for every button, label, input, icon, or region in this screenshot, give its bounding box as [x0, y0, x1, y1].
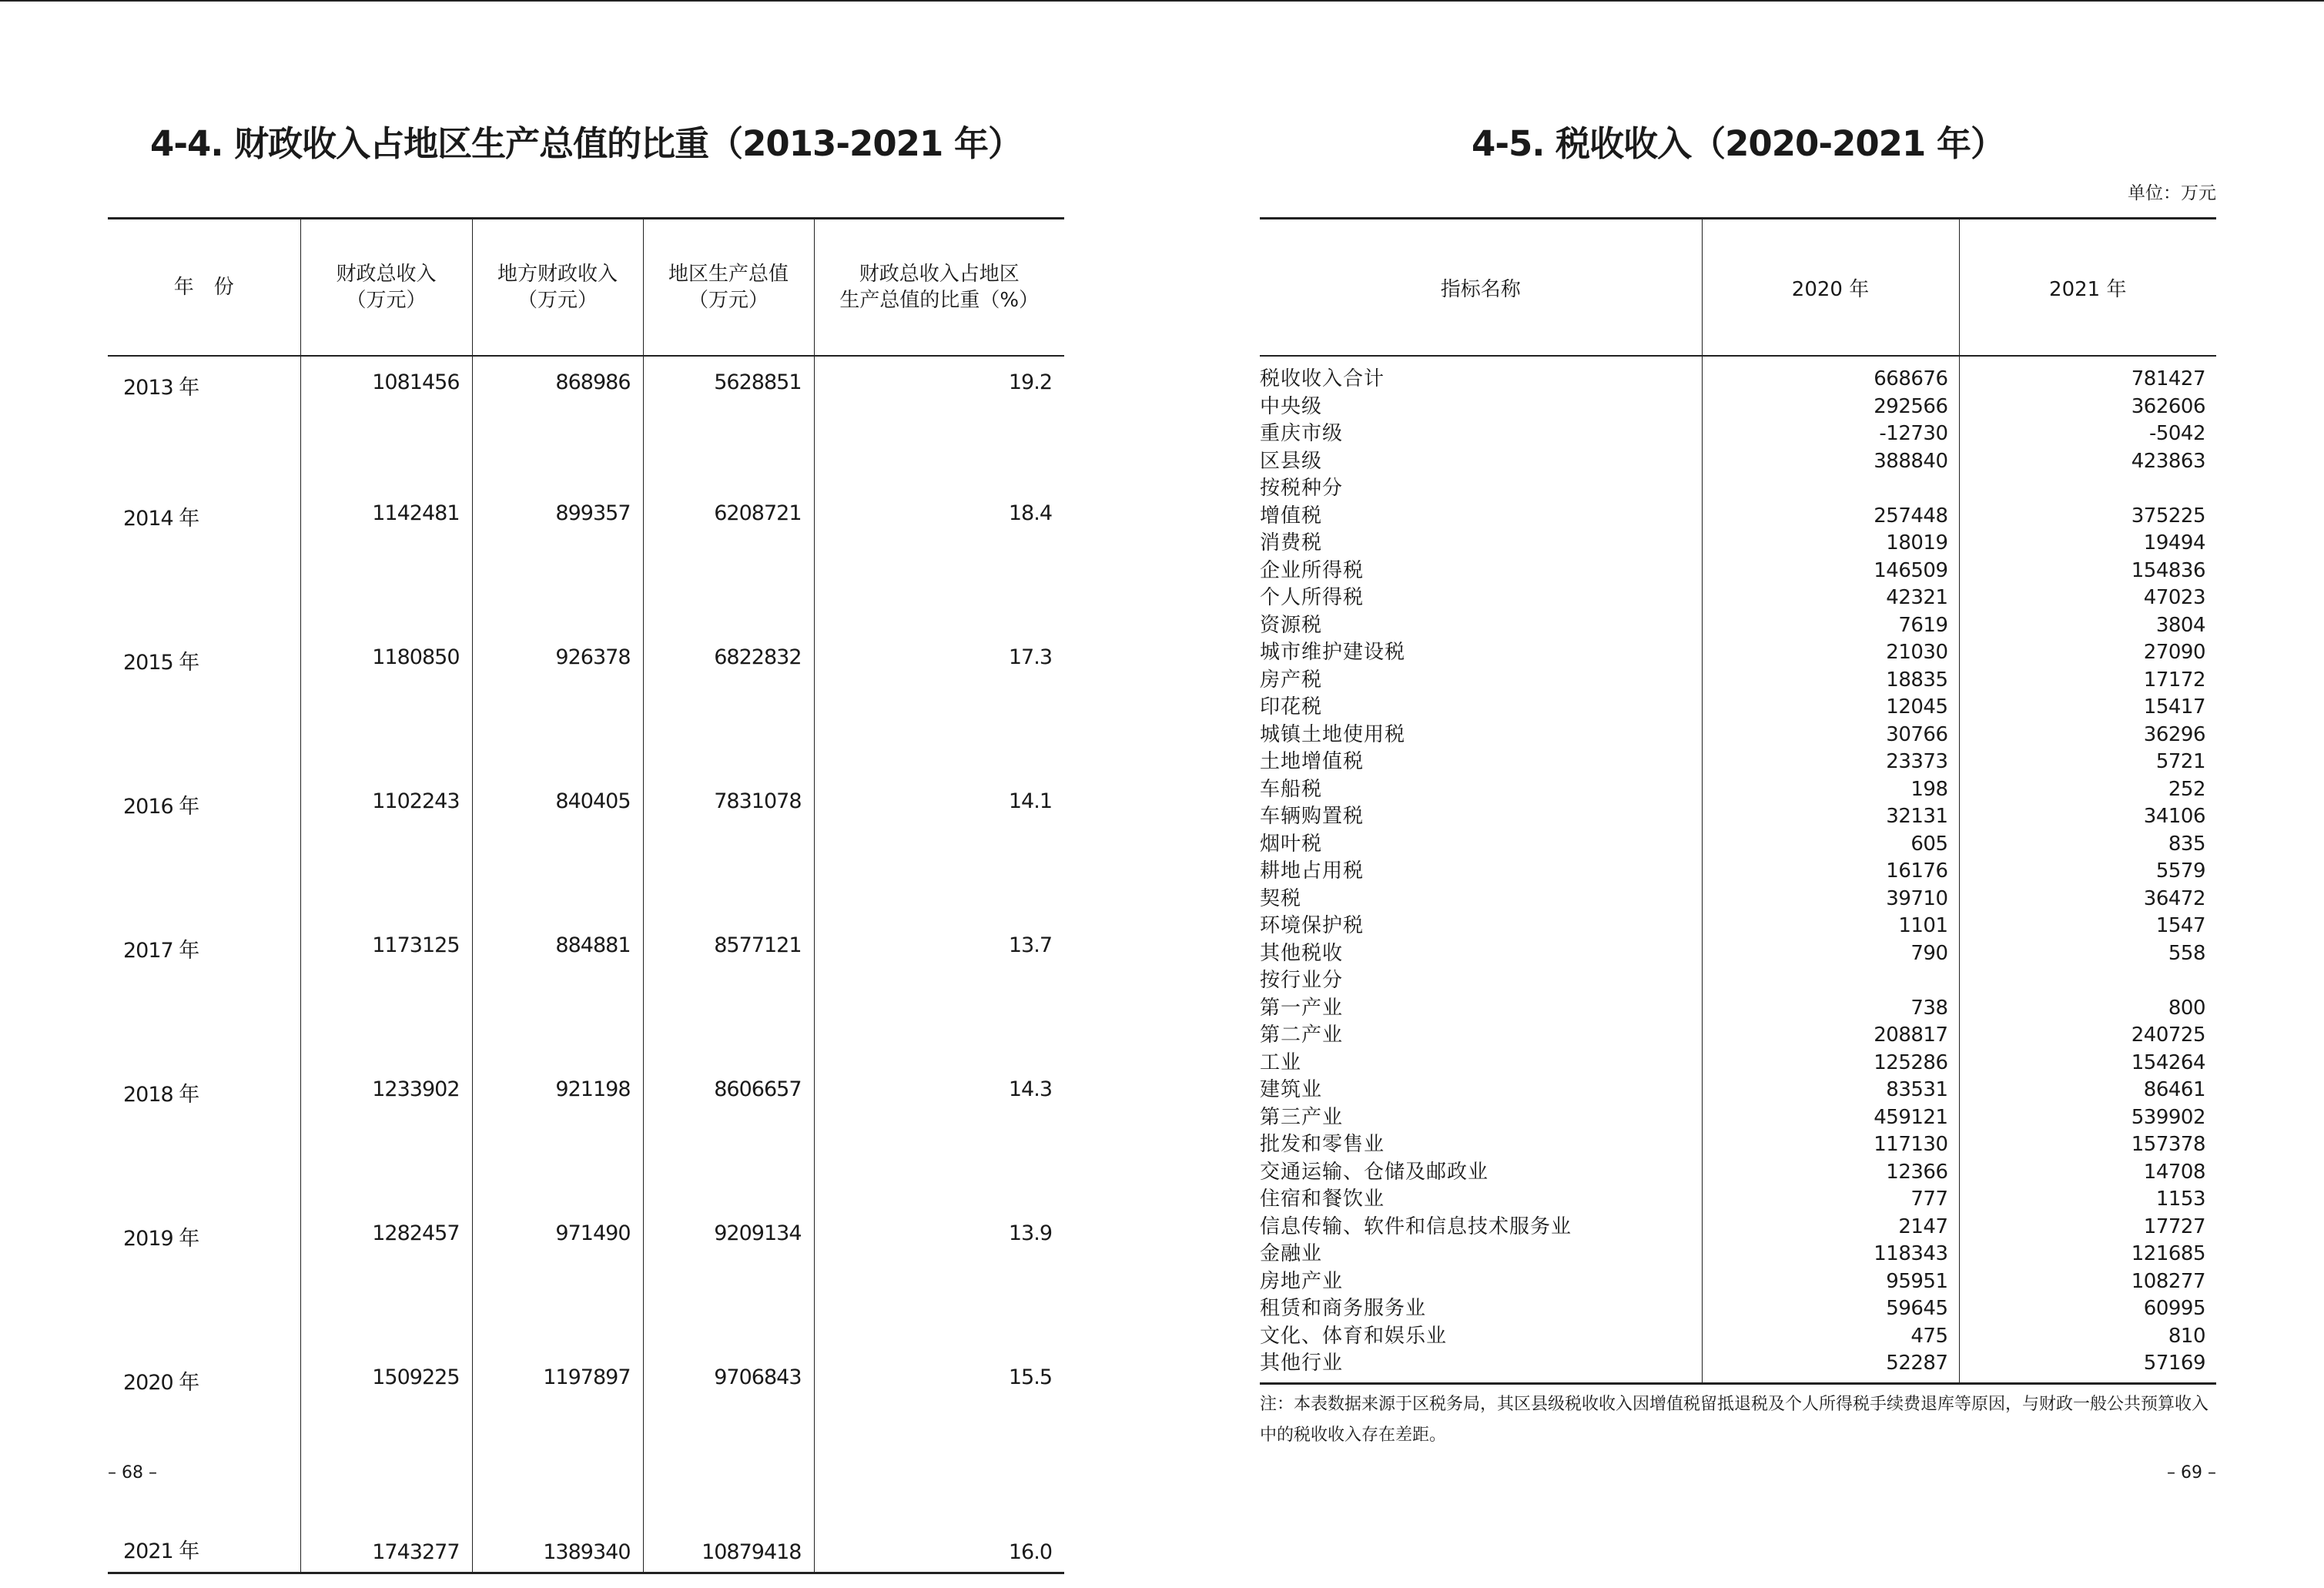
table-row — [1260, 1295, 2216, 1323]
value-cell-v2020: 12366 — [1702, 1159, 1959, 1187]
indicator-name-cell: 第二产业 — [1260, 1023, 1344, 1047]
indicator-name-cell: 消费税 — [1260, 531, 1323, 554]
indicator-name-cell: 车辆购置税 — [1260, 805, 1365, 828]
table-row — [108, 1208, 1064, 1352]
left-page — [108, 0, 1064, 1588]
value-cell-v2020: 16176 — [1702, 858, 1959, 886]
table-row — [1260, 667, 2216, 695]
value-cell: 884881 — [472, 920, 643, 1064]
value-cell-v2021: 539902 — [1959, 1104, 2216, 1132]
table-row — [1260, 749, 2216, 776]
value-cell: 1233902 — [300, 1064, 472, 1208]
table-row — [1260, 503, 2216, 531]
table-row — [1260, 995, 2216, 1023]
value-cell-v2021: 47023 — [1959, 585, 2216, 612]
value-cell-v2020: 42321 — [1702, 585, 1959, 612]
table-row — [1260, 1268, 2216, 1296]
value-cell: 13.7 — [814, 920, 1064, 1064]
value-cell-v2020: 30766 — [1702, 722, 1959, 749]
indicator-name-cell: 工业 — [1260, 1050, 1302, 1074]
value-cell-v2020: 208817 — [1702, 1022, 1959, 1050]
value-cell-v2021: 86461 — [1959, 1077, 2216, 1104]
year-cell: 2020 年 — [123, 1371, 199, 1395]
value-cell-v2021: 1153 — [1959, 1186, 2216, 1214]
indicator-name-cell: 土地增值税 — [1260, 750, 1365, 773]
value-cell: 17.3 — [814, 632, 1064, 776]
value-cell-v2021: 121685 — [1959, 1241, 2216, 1268]
table-row — [1260, 831, 2216, 859]
indicator-name-cell: 烟叶税 — [1260, 832, 1323, 856]
value-cell-v2021: 252 — [1959, 776, 2216, 804]
table-footnote: 注：本表数据来源于区税务局，其区县级税收收入因增值税留抵退税及个人所得税手续费退库等原因，与财政一般公共预算收入中的税收收入存在差距。 — [1260, 1395, 2209, 1445]
column-header: 年 份 — [108, 219, 300, 357]
value-cell-v2020: 95951 — [1702, 1268, 1959, 1296]
table-row — [1260, 886, 2216, 913]
value-cell-v2021: 154836 — [1959, 558, 2216, 585]
table-row — [1260, 1104, 2216, 1132]
value-cell-v2021: 240725 — [1959, 1022, 2216, 1050]
value-cell: 1743277 — [300, 1496, 472, 1573]
value-cell-v2020: 388840 — [1702, 448, 1959, 476]
value-cell-v2020: 257448 — [1702, 503, 1959, 531]
column-header: 地方财政收入 （万元） — [472, 219, 643, 357]
column-header: 2021 年 — [1959, 219, 2216, 357]
value-cell-v2020: 18835 — [1702, 667, 1959, 695]
value-cell-v2021: 27090 — [1959, 639, 2216, 667]
indicator-name-cell: 资源税 — [1260, 613, 1323, 637]
table-row — [1260, 1077, 2216, 1104]
indicator-name-cell: 中央级 — [1260, 394, 1323, 418]
indicator-name-cell: 交通运输、仓储及邮政业 — [1260, 1160, 1489, 1184]
indicator-name-cell: 按行业分 — [1260, 969, 1344, 992]
table-row — [1260, 1186, 2216, 1214]
indicator-name-cell: 重庆市级 — [1260, 422, 1344, 445]
value-cell-v2021: 108277 — [1959, 1268, 2216, 1296]
table-row — [1260, 530, 2216, 558]
value-cell-v2020: 52287 — [1702, 1350, 1959, 1383]
column-header: 指标名称 — [1260, 219, 1702, 357]
table-row — [1260, 448, 2216, 476]
value-cell-v2020: 23373 — [1702, 749, 1959, 776]
value-cell-v2020: 1101 — [1702, 913, 1959, 940]
value-cell-v2020: 2147 — [1702, 1214, 1959, 1241]
table-row — [1260, 1131, 2216, 1159]
value-cell: 9209134 — [643, 1208, 814, 1352]
page-number-left: – 68 – — [108, 1463, 157, 1482]
year-cell: 2018 年 — [123, 1083, 199, 1107]
value-cell-v2020: 605 — [1702, 831, 1959, 859]
tax-revenue-table — [1260, 217, 2216, 1385]
value-cell-v2021: -5042 — [1959, 420, 2216, 448]
indicator-name-cell: 其他税收 — [1260, 941, 1344, 965]
table-row — [1260, 639, 2216, 667]
table-row — [1260, 394, 2216, 421]
value-cell-v2021: 36296 — [1959, 722, 2216, 749]
table-row — [1260, 356, 2216, 394]
value-cell-v2020: 292566 — [1702, 394, 1959, 421]
value-cell: 1180850 — [300, 632, 472, 776]
value-cell: 840405 — [472, 776, 643, 920]
value-cell: 5628851 — [643, 356, 814, 487]
indicator-name-cell: 租赁和商务服务业 — [1260, 1297, 1427, 1320]
value-cell-v2021: 800 — [1959, 995, 2216, 1023]
table-row — [1260, 858, 2216, 886]
table-row — [1260, 1050, 2216, 1077]
value-cell-v2021: 558 — [1959, 940, 2216, 968]
table-row — [108, 356, 1064, 487]
column-header: 财政总收入 （万元） — [300, 219, 472, 357]
year-cell: 2016 年 — [123, 795, 199, 819]
value-cell-v2020: 668676 — [1702, 356, 1959, 394]
value-cell-v2021: 781427 — [1959, 356, 2216, 394]
fiscal-revenue-ratio-table — [108, 217, 1064, 1574]
value-cell: 15.5 — [814, 1352, 1064, 1496]
table-row — [108, 632, 1064, 776]
value-cell: 1282457 — [300, 1208, 472, 1352]
indicator-name-cell: 房地产业 — [1260, 1269, 1344, 1293]
indicator-name-cell: 信息传输、软件和信息技术服务业 — [1260, 1214, 1572, 1238]
right-page — [1260, 0, 2216, 1588]
value-cell-v2020: 146509 — [1702, 558, 1959, 585]
value-cell-v2021: 157378 — [1959, 1131, 2216, 1159]
table-row — [108, 920, 1064, 1064]
value-cell: 1389340 — [472, 1496, 643, 1573]
column-header: 地区生产总值 （万元） — [643, 219, 814, 357]
value-cell-v2020: 117130 — [1702, 1131, 1959, 1159]
value-cell: 7831078 — [643, 776, 814, 920]
value-cell: 1509225 — [300, 1352, 472, 1496]
value-cell-v2021: 835 — [1959, 831, 2216, 859]
table-row — [108, 1064, 1064, 1208]
column-header: 财政总收入占地区 生产总值的比重（%） — [814, 219, 1064, 357]
value-cell: 13.9 — [814, 1208, 1064, 1352]
year-cell: 2015 年 — [123, 651, 199, 675]
year-cell: 2014 年 — [123, 507, 199, 531]
year-cell: 2021 年 — [123, 1539, 199, 1563]
value-cell: 16.0 — [814, 1496, 1064, 1573]
page-number-right: – 69 – — [2167, 1463, 2216, 1482]
value-cell-v2021: 15417 — [1959, 694, 2216, 722]
indicator-name-cell: 住宿和餐饮业 — [1260, 1188, 1385, 1211]
table-row — [1260, 913, 2216, 940]
year-cell: 2013 年 — [123, 376, 199, 400]
value-cell-v2021 — [1959, 967, 2216, 995]
value-cell: 921198 — [472, 1064, 643, 1208]
value-cell-v2021: 14708 — [1959, 1159, 2216, 1187]
indicator-name-cell: 企业所得税 — [1260, 558, 1365, 582]
table-row — [1260, 1022, 2216, 1050]
value-cell-v2020: 39710 — [1702, 886, 1959, 913]
table-row — [1260, 612, 2216, 640]
value-cell: 926378 — [472, 632, 643, 776]
value-cell: 8577121 — [643, 920, 814, 1064]
value-cell-v2020: 777 — [1702, 1186, 1959, 1214]
table-row — [1260, 967, 2216, 995]
table-row — [1260, 558, 2216, 585]
indicator-name-cell: 契税 — [1260, 886, 1302, 910]
table-4-4-title: 4-4. 财政收入占地区生产总值的比重（2013-2021 年） — [150, 123, 1022, 164]
value-cell-v2020: 118343 — [1702, 1241, 1959, 1268]
table-header-row — [108, 219, 1064, 357]
value-cell-v2021: 19494 — [1959, 530, 2216, 558]
value-cell-v2020 — [1702, 475, 1959, 503]
indicator-name-cell: 按税种分 — [1260, 477, 1344, 500]
value-cell: 1102243 — [300, 776, 472, 920]
value-cell: 1142481 — [300, 487, 472, 632]
value-cell-v2021: 375225 — [1959, 503, 2216, 531]
indicator-name-cell: 税收收入合计 — [1260, 367, 1385, 390]
indicator-name-cell: 车船税 — [1260, 777, 1323, 801]
column-header: 2020 年 — [1702, 219, 1959, 357]
value-cell-v2021: 810 — [1959, 1323, 2216, 1351]
value-cell-v2020: 32131 — [1702, 803, 1959, 831]
table-row — [1260, 1241, 2216, 1268]
indicator-name-cell: 耕地占用税 — [1260, 859, 1365, 883]
value-cell: 971490 — [472, 1208, 643, 1352]
value-cell-v2021: 17727 — [1959, 1214, 2216, 1241]
indicator-name-cell: 批发和零售业 — [1260, 1133, 1385, 1156]
table-row — [1260, 776, 2216, 804]
value-cell-v2020 — [1702, 967, 1959, 995]
value-cell: 899357 — [472, 487, 643, 632]
indicator-name-cell: 城镇土地使用税 — [1260, 722, 1406, 746]
value-cell-v2020: 18019 — [1702, 530, 1959, 558]
table-row — [1260, 940, 2216, 968]
table-header-row — [1260, 219, 2216, 357]
table-row — [1260, 420, 2216, 448]
indicator-name-cell: 房产税 — [1260, 668, 1323, 692]
value-cell-v2021: 5721 — [1959, 749, 2216, 776]
value-cell: 18.4 — [814, 487, 1064, 632]
value-cell-v2021: 362606 — [1959, 394, 2216, 421]
value-cell: 19.2 — [814, 356, 1064, 487]
indicator-name-cell: 区县级 — [1260, 449, 1323, 473]
value-cell: 14.3 — [814, 1064, 1064, 1208]
value-cell-v2020: 475 — [1702, 1323, 1959, 1351]
table-row — [108, 1496, 1064, 1573]
value-cell: 868986 — [472, 356, 643, 487]
value-cell: 1081456 — [300, 356, 472, 487]
indicator-name-cell: 建筑业 — [1260, 1078, 1323, 1101]
value-cell-v2021: 36472 — [1959, 886, 2216, 913]
table-row — [1260, 722, 2216, 749]
table-row — [1260, 1323, 2216, 1351]
value-cell: 6822832 — [643, 632, 814, 776]
value-cell: 10879418 — [643, 1496, 814, 1573]
value-cell-v2020: 125286 — [1702, 1050, 1959, 1077]
year-cell: 2019 年 — [123, 1227, 199, 1251]
indicator-name-cell: 个人所得税 — [1260, 586, 1365, 609]
indicator-name-cell: 文化、体育和娱乐业 — [1260, 1324, 1448, 1348]
table-row — [108, 1352, 1064, 1496]
table-row — [1260, 475, 2216, 503]
table-row — [108, 487, 1064, 632]
table-row — [108, 776, 1064, 920]
value-cell: 9706843 — [643, 1352, 814, 1496]
value-cell-v2020: 12045 — [1702, 694, 1959, 722]
value-cell-v2020: 459121 — [1702, 1104, 1959, 1132]
value-cell-v2021: 1547 — [1959, 913, 2216, 940]
table-4-5-title: 4-5. 税收收入（2020-2021 年） — [1472, 123, 2004, 164]
value-cell: 14.1 — [814, 776, 1064, 920]
value-cell: 1197897 — [472, 1352, 643, 1496]
indicator-name-cell: 第一产业 — [1260, 996, 1344, 1020]
table-row — [1260, 694, 2216, 722]
value-cell-v2021 — [1959, 475, 2216, 503]
value-cell-v2021: 5579 — [1959, 858, 2216, 886]
unit-label: 单位：万元 — [2128, 183, 2216, 203]
table-row — [1260, 1214, 2216, 1241]
value-cell-v2020: 198 — [1702, 776, 1959, 804]
indicator-name-cell: 环境保护税 — [1260, 914, 1365, 937]
value-cell: 8606657 — [643, 1064, 814, 1208]
value-cell-v2021: 423863 — [1959, 448, 2216, 476]
table-row — [1260, 803, 2216, 831]
value-cell-v2021: 154264 — [1959, 1050, 2216, 1077]
value-cell: 1173125 — [300, 920, 472, 1064]
value-cell-v2021: 57169 — [1959, 1350, 2216, 1383]
value-cell-v2020: 7619 — [1702, 612, 1959, 640]
value-cell-v2020: 59645 — [1702, 1295, 1959, 1323]
table-row — [1260, 1159, 2216, 1187]
value-cell-v2020: 21030 — [1702, 639, 1959, 667]
indicator-name-cell: 增值税 — [1260, 504, 1323, 528]
indicator-name-cell: 印花税 — [1260, 695, 1323, 719]
value-cell-v2020: 790 — [1702, 940, 1959, 968]
year-cell: 2017 年 — [123, 939, 199, 963]
value-cell-v2021: 34106 — [1959, 803, 2216, 831]
value-cell: 6208721 — [643, 487, 814, 632]
value-cell-v2021: 17172 — [1959, 667, 2216, 695]
indicator-name-cell: 第三产业 — [1260, 1105, 1344, 1129]
indicator-name-cell: 城市维护建设税 — [1260, 641, 1406, 664]
table-row — [1260, 585, 2216, 612]
value-cell-v2020: 83531 — [1702, 1077, 1959, 1104]
value-cell-v2020: 738 — [1702, 995, 1959, 1023]
value-cell-v2021: 60995 — [1959, 1295, 2216, 1323]
value-cell-v2020: -12730 — [1702, 420, 1959, 448]
indicator-name-cell: 金融业 — [1260, 1242, 1323, 1265]
value-cell-v2021: 3804 — [1959, 612, 2216, 640]
table-row — [1260, 1350, 2216, 1383]
indicator-name-cell: 其他行业 — [1260, 1352, 1344, 1375]
